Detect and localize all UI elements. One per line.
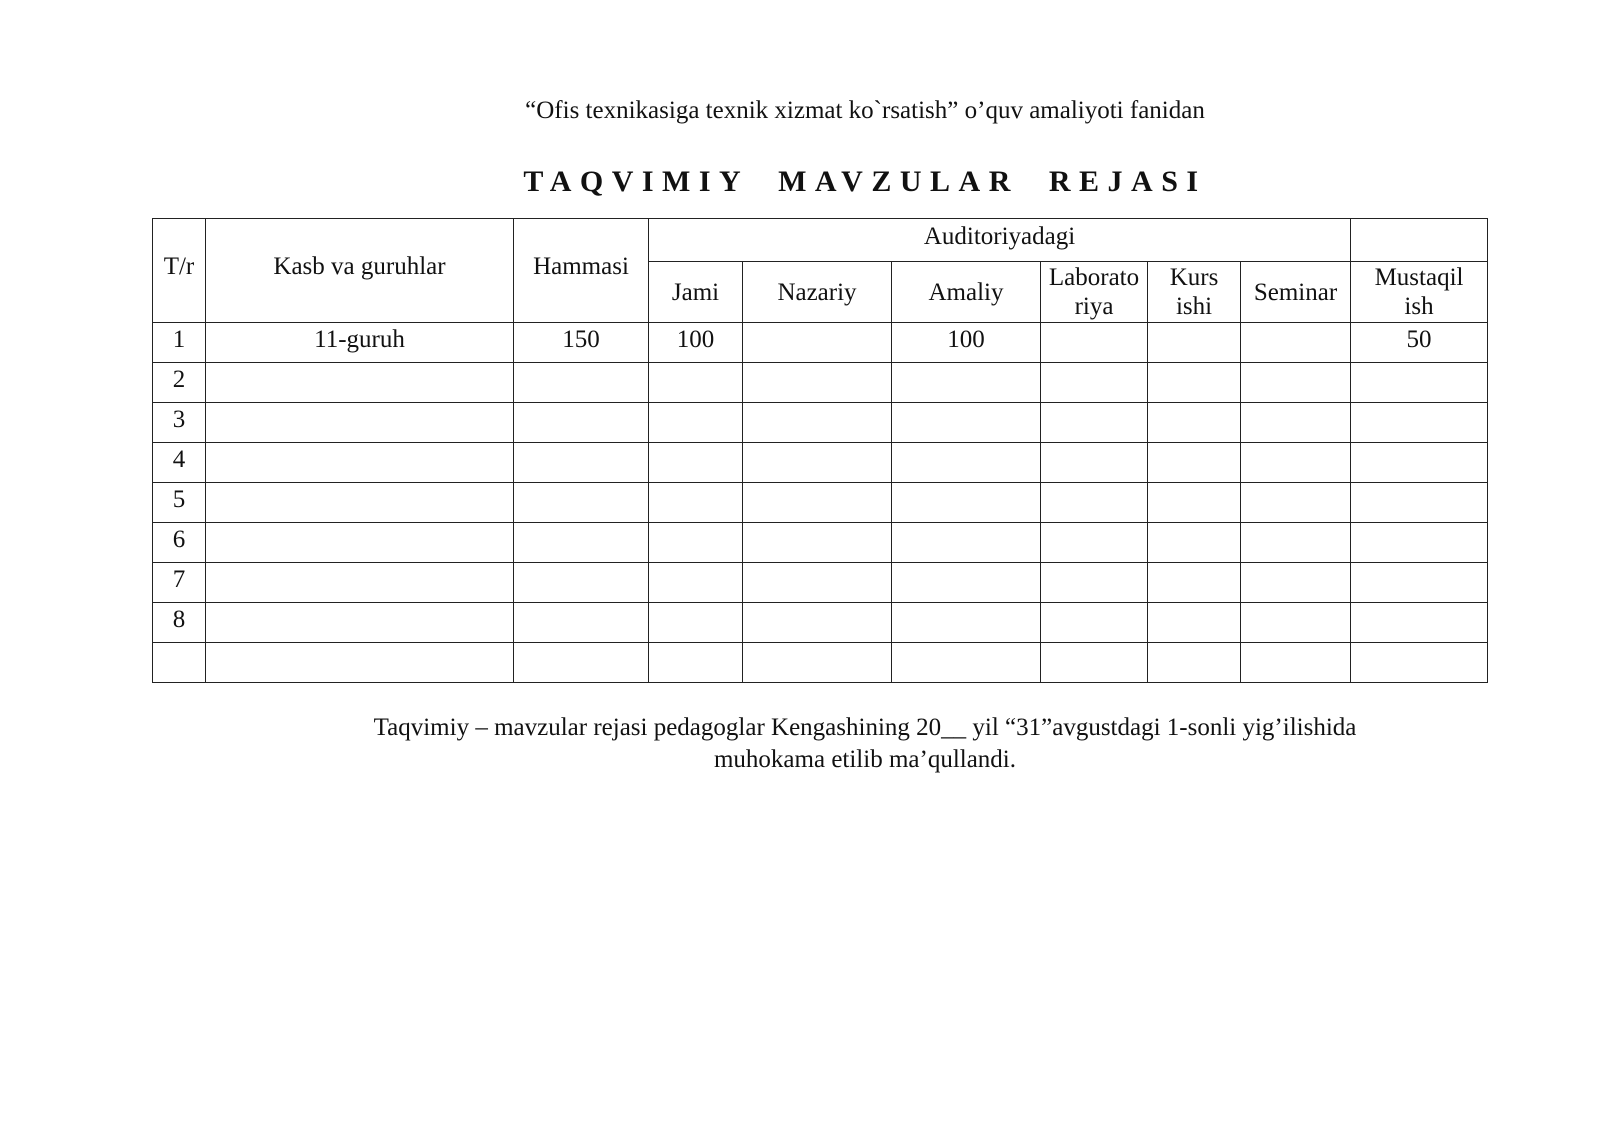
cell-seminar <box>1241 483 1351 523</box>
cell-nazariy-value <box>743 483 891 485</box>
cell-jami-value <box>649 603 742 605</box>
cell-seminar-value <box>1241 483 1350 485</box>
cell-jami-value <box>649 523 742 525</box>
cell-kurs <box>1148 323 1241 363</box>
cell-jami-value <box>649 563 742 565</box>
cell-tr <box>153 563 206 603</box>
cell-seminar <box>1241 523 1351 563</box>
cell-amaliy-value <box>892 483 1040 485</box>
cell-laboratoriya <box>1041 603 1148 643</box>
cell-tr <box>153 643 206 683</box>
cell-nazariy-value <box>743 323 891 325</box>
cell-kasb <box>206 643 514 683</box>
cell-mustaqil-value <box>1351 443 1487 445</box>
cell-mustaqil-value: 50 <box>1406 326 1432 353</box>
cell-jami-value <box>649 363 742 365</box>
cell-jami <box>649 523 743 563</box>
cell-mustaqil-value <box>1351 563 1487 565</box>
cell-nazariy <box>743 483 892 523</box>
cell-tr-value: 5 <box>172 486 186 513</box>
cell-laboratoriya-value <box>1041 483 1147 485</box>
header-nazariy-label: Nazariy <box>777 278 857 306</box>
cell-amaliy <box>892 563 1041 603</box>
cell-hammasi <box>514 603 649 643</box>
cell-amaliy-value <box>892 523 1040 525</box>
cell-hammasi <box>514 643 649 683</box>
cell-mustaqil <box>1351 563 1488 603</box>
cell-mustaqil <box>1351 403 1488 443</box>
cell-kasb-value: 11-guruh <box>314 326 405 353</box>
cell-seminar-value <box>1241 403 1350 405</box>
cell-laboratoriya <box>1041 483 1148 523</box>
cell-hammasi-value <box>514 443 648 445</box>
cell-laboratoriya-value <box>1041 323 1147 325</box>
table-row <box>153 403 1488 443</box>
cell-amaliy-value <box>892 403 1040 405</box>
cell-seminar <box>1241 563 1351 603</box>
header-nazariy <box>743 262 892 323</box>
cell-mustaqil <box>1351 483 1488 523</box>
cell-hammasi <box>514 523 649 563</box>
cell-hammasi-value <box>514 563 648 565</box>
cell-tr-value: 7 <box>172 566 186 593</box>
table-row <box>153 483 1488 523</box>
table-row <box>153 363 1488 403</box>
cell-laboratoriya-value <box>1041 523 1147 525</box>
plan-table <box>152 218 1488 683</box>
header-auditoriyadagi <box>649 219 1351 262</box>
cell-tr-value: 3 <box>172 406 186 433</box>
cell-tr <box>153 363 206 403</box>
cell-hammasi <box>514 323 649 363</box>
header-laboratoriya-line1: Laborato <box>1048 264 1140 291</box>
cell-jami <box>649 443 743 483</box>
document-subtitle: “Ofis texnikasiga texnik xizmat ko`rsatish” o’quv amaliyoti fanidan <box>525 97 1205 124</box>
header-kurs-ishi <box>1148 262 1241 323</box>
header-mustaqil-line1: Mustaqil <box>1374 264 1464 291</box>
cell-amaliy <box>892 403 1041 443</box>
cell-laboratoriya-value <box>1041 563 1147 565</box>
cell-hammasi-value <box>514 523 648 525</box>
cell-hammasi <box>514 403 649 443</box>
cell-tr-value: 2 <box>172 366 186 393</box>
cell-kurs <box>1148 443 1241 483</box>
cell-kasb-value <box>206 483 513 485</box>
table-row <box>153 523 1488 563</box>
cell-seminar-value <box>1241 363 1350 365</box>
cell-jami-value <box>649 403 742 405</box>
cell-jami-value <box>649 643 742 645</box>
cell-kurs-value <box>1148 323 1240 325</box>
cell-amaliy-value <box>892 443 1040 445</box>
document-title: TAQVIMIY MAVZULAR REJASI <box>523 165 1207 198</box>
cell-seminar <box>1241 403 1351 443</box>
cell-jami-value <box>649 483 742 485</box>
cell-tr-value: 4 <box>172 446 186 473</box>
table-row <box>153 643 1488 683</box>
cell-seminar-value <box>1241 563 1350 565</box>
cell-tr-value: 8 <box>172 606 186 633</box>
cell-kasb <box>206 603 514 643</box>
cell-laboratoriya <box>1041 363 1148 403</box>
cell-mustaqil-value <box>1351 483 1487 485</box>
cell-seminar-value <box>1241 323 1350 325</box>
cell-jami <box>649 563 743 603</box>
header-tr <box>153 219 206 323</box>
cell-amaliy <box>892 603 1041 643</box>
cell-kurs-value <box>1148 483 1240 485</box>
cell-hammasi <box>514 563 649 603</box>
cell-seminar <box>1241 643 1351 683</box>
header-auditoriyadagi-label: Auditoriyadagi <box>923 223 1076 250</box>
cell-tr <box>153 603 206 643</box>
cell-mustaqil <box>1351 323 1488 363</box>
cell-nazariy-value <box>743 443 891 445</box>
cell-laboratoriya <box>1041 643 1148 683</box>
cell-laboratoriya <box>1041 403 1148 443</box>
cell-kurs <box>1148 483 1241 523</box>
cell-kurs <box>1148 523 1241 563</box>
cell-seminar <box>1241 363 1351 403</box>
cell-kurs-value <box>1148 603 1240 605</box>
cell-mustaqil-value <box>1351 363 1487 365</box>
table-row <box>153 323 1488 363</box>
cell-tr-value: 1 <box>172 326 186 353</box>
cell-kasb-value <box>206 603 513 605</box>
table-body <box>153 323 1488 683</box>
cell-amaliy <box>892 483 1041 523</box>
cell-tr <box>153 403 206 443</box>
header-blank-top <box>1351 219 1488 262</box>
cell-amaliy <box>892 323 1041 363</box>
cell-nazariy <box>743 363 892 403</box>
cell-kasb <box>206 523 514 563</box>
cell-kasb-value <box>206 363 513 365</box>
cell-mustaqil <box>1351 603 1488 643</box>
cell-nazariy <box>743 603 892 643</box>
cell-jami <box>649 403 743 443</box>
cell-kurs-value <box>1148 403 1240 405</box>
cell-jami-value <box>649 443 742 445</box>
cell-mustaqil <box>1351 443 1488 483</box>
cell-nazariy <box>743 403 892 443</box>
cell-kasb-value <box>206 403 513 405</box>
cell-amaliy-value <box>892 563 1040 565</box>
cell-nazariy <box>743 323 892 363</box>
header-amaliy-label: Amaliy <box>928 278 1004 306</box>
table-header-row-1 <box>153 219 1488 262</box>
cell-kasb <box>206 563 514 603</box>
cell-seminar <box>1241 443 1351 483</box>
cell-kurs <box>1148 603 1241 643</box>
cell-nazariy-value <box>743 523 891 525</box>
cell-kasb <box>206 483 514 523</box>
cell-kasb <box>206 443 514 483</box>
table-row <box>153 603 1488 643</box>
header-kasb <box>206 219 514 323</box>
approval-note <box>0 712 1600 776</box>
table-row <box>153 563 1488 603</box>
cell-tr <box>153 443 206 483</box>
cell-kurs <box>1148 363 1241 403</box>
cell-amaliy-value <box>892 603 1040 605</box>
cell-seminar <box>1241 603 1351 643</box>
cell-hammasi-value <box>514 603 648 605</box>
cell-kurs-value <box>1148 563 1240 565</box>
cell-seminar-value <box>1241 443 1350 445</box>
cell-kasb <box>206 363 514 403</box>
cell-mustaqil <box>1351 523 1488 563</box>
cell-jami <box>649 323 743 363</box>
cell-mustaqil-value <box>1351 603 1487 605</box>
cell-nazariy <box>743 443 892 483</box>
cell-seminar-value <box>1241 643 1350 645</box>
cell-kurs-value <box>1148 443 1240 445</box>
cell-hammasi-value <box>514 643 648 645</box>
cell-nazariy-value <box>743 603 891 605</box>
approval-note-line1: Taqvimiy – mavzular rejasi pedagoglar Kengashining 20__ yil “31”avgustdagi 1-sonli yig’ilishida <box>373 714 1357 741</box>
cell-nazariy <box>743 523 892 563</box>
cell-mustaqil <box>1351 363 1488 403</box>
cell-kasb-value <box>206 523 513 525</box>
cell-hammasi-value: 150 <box>562 326 600 353</box>
cell-kasb <box>206 403 514 443</box>
cell-amaliy <box>892 443 1041 483</box>
header-hammasi <box>514 219 649 323</box>
cell-nazariy <box>743 643 892 683</box>
header-jami-label: Jami <box>671 278 720 306</box>
cell-tr-value: 6 <box>172 526 186 553</box>
cell-mustaqil-value <box>1351 523 1487 525</box>
header-jami <box>649 262 743 323</box>
cell-amaliy-value <box>892 363 1040 365</box>
header-amaliy <box>892 262 1041 323</box>
cell-amaliy-value: 100 <box>947 326 985 353</box>
approval-note-line2: muhokama etilib ma’qullandi. <box>713 746 1016 773</box>
cell-tr <box>153 323 206 363</box>
cell-kasb-value <box>206 563 513 565</box>
cell-laboratoriya <box>1041 323 1148 363</box>
cell-amaliy-value <box>892 643 1040 645</box>
cell-amaliy <box>892 363 1041 403</box>
cell-jami <box>649 643 743 683</box>
cell-jami <box>649 483 743 523</box>
cell-nazariy-value <box>743 563 891 565</box>
cell-kurs <box>1148 643 1241 683</box>
header-kurs-line2: ishi <box>1175 293 1213 320</box>
cell-kasb-value <box>206 643 513 645</box>
cell-kurs-value <box>1148 523 1240 525</box>
header-seminar-label: Seminar <box>1253 278 1338 306</box>
cell-nazariy-value <box>743 403 891 405</box>
header-seminar <box>1241 262 1351 323</box>
header-mustaqil-ish <box>1351 262 1488 323</box>
cell-laboratoriya-value <box>1041 603 1147 605</box>
cell-hammasi <box>514 443 649 483</box>
header-laboratoriya <box>1041 262 1148 323</box>
cell-kasb-value <box>206 443 513 445</box>
cell-hammasi <box>514 483 649 523</box>
cell-jami <box>649 603 743 643</box>
cell-laboratoriya-value <box>1041 403 1147 405</box>
cell-amaliy <box>892 643 1041 683</box>
header-kurs-line1: Kurs <box>1169 264 1219 291</box>
cell-hammasi-value <box>514 483 648 485</box>
cell-mustaqil-value <box>1351 643 1487 645</box>
cell-kurs-value <box>1148 643 1240 645</box>
cell-tr-value <box>153 643 205 645</box>
cell-kurs <box>1148 563 1241 603</box>
cell-laboratoriya <box>1041 443 1148 483</box>
cell-tr <box>153 523 206 563</box>
cell-hammasi-value <box>514 363 648 365</box>
table-row <box>153 443 1488 483</box>
header-laboratoriya-line2: riya <box>1074 293 1114 320</box>
cell-tr <box>153 483 206 523</box>
header-kasb-label: Kasb va guruhlar <box>273 253 446 280</box>
cell-laboratoriya <box>1041 563 1148 603</box>
cell-hammasi <box>514 363 649 403</box>
cell-nazariy-value <box>743 643 891 645</box>
header-tr-label: T/r <box>163 253 195 280</box>
cell-hammasi-value <box>514 403 648 405</box>
cell-kurs <box>1148 403 1241 443</box>
cell-laboratoriya <box>1041 523 1148 563</box>
header-hammasi-label: Hammasi <box>533 253 629 280</box>
cell-amaliy <box>892 523 1041 563</box>
cell-laboratoriya-value <box>1041 363 1147 365</box>
cell-mustaqil <box>1351 643 1488 683</box>
cell-seminar-value <box>1241 523 1350 525</box>
cell-seminar-value <box>1241 603 1350 605</box>
cell-kasb <box>206 323 514 363</box>
cell-jami <box>649 363 743 403</box>
header-mustaqil-line2: ish <box>1404 293 1434 320</box>
cell-nazariy <box>743 563 892 603</box>
cell-seminar <box>1241 323 1351 363</box>
cell-laboratoriya-value <box>1041 443 1147 445</box>
cell-nazariy-value <box>743 363 891 365</box>
cell-jami-value: 100 <box>676 326 715 353</box>
cell-kurs-value <box>1148 363 1240 365</box>
cell-laboratoriya-value <box>1041 643 1147 645</box>
cell-mustaqil-value <box>1351 403 1487 405</box>
